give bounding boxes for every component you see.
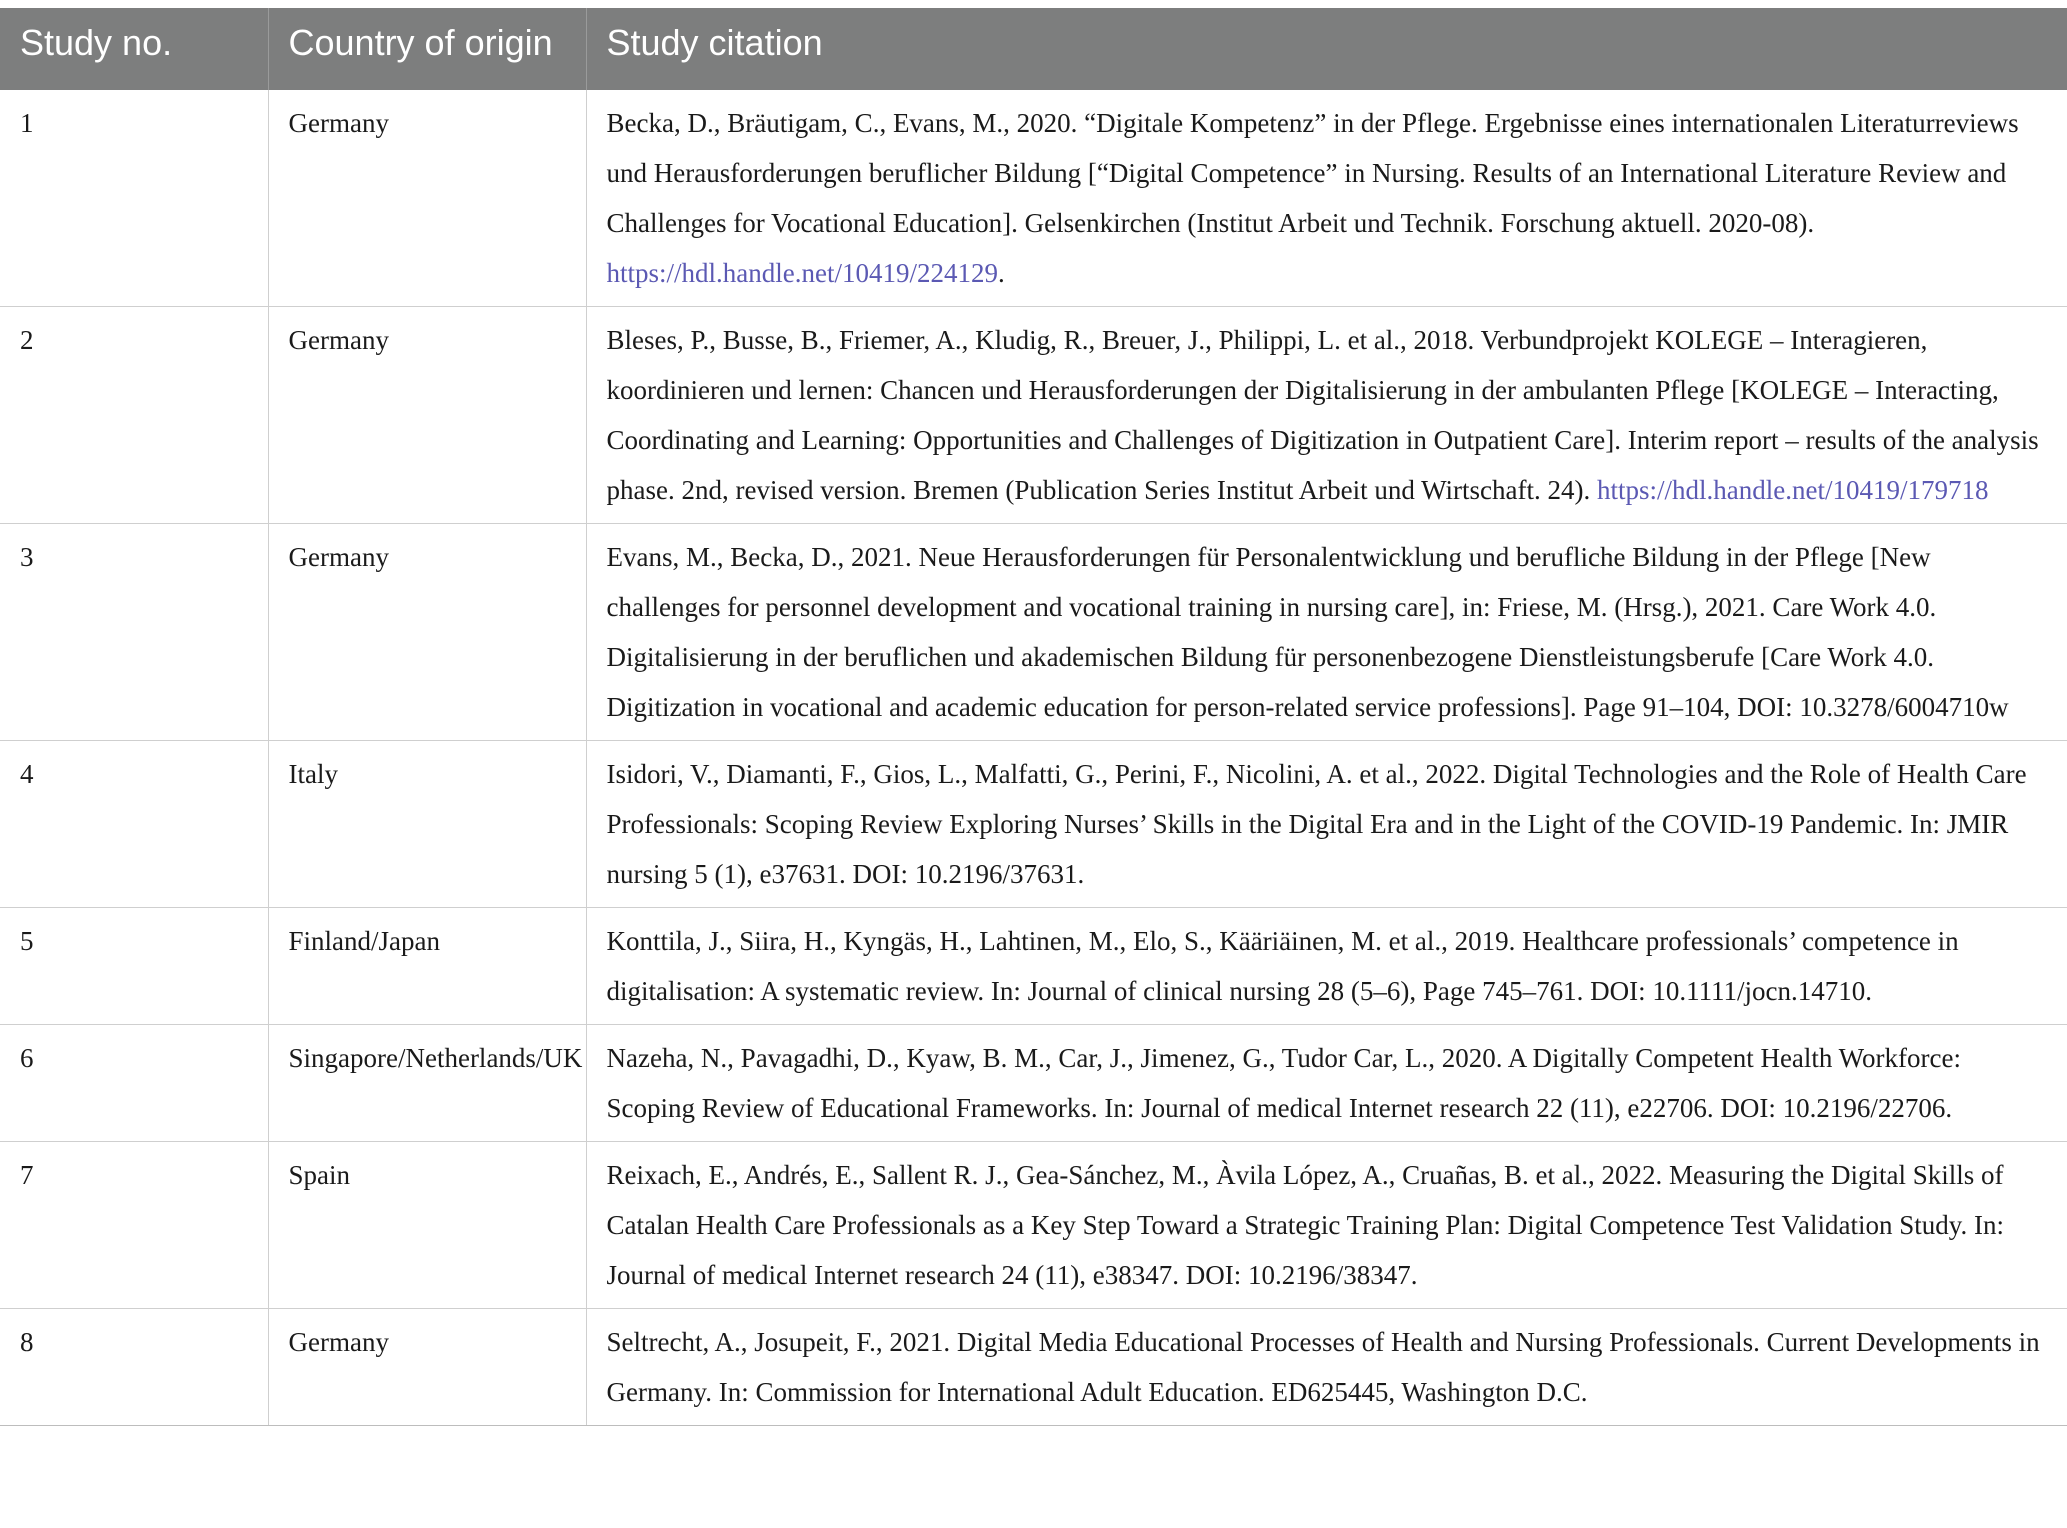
header-row <box>0 8 2067 90</box>
cell-study-no: 5 <box>0 908 268 1025</box>
cell-study-no: 1 <box>0 90 268 307</box>
citation-text: Seltrecht, A., Josupeit, F., 2021. Digital Media Educational Processes of Health and Nursing Professionals. Current Developments in Germany. In: Commission for International Adult Education. ED625445, Washington D.C. <box>606 1327 2040 1407</box>
table-row <box>0 1025 2067 1142</box>
cell-country: Germany <box>268 524 586 741</box>
table-row <box>0 1309 2067 1426</box>
table-row <box>0 307 2067 524</box>
citation-text: Becka, D., Bräutigam, C., Evans, M., 2020. “Digitale Kompetenz” in der Pflege. Ergebnisse eines internationalen Literaturreviews und Herausforderungen beruflicher Bildung [“Digital Competence” in Nursing. Results of an International Literature Review and Challenges for Vocational Education]. Gelsenkirchen (Institut Arbeit und Technik. Forschung aktuell. 2020-08). <box>606 108 2019 238</box>
citation-text: Evans, M., Becka, D., 2021. Neue Herausforderungen für Personalentwicklung und berufliche Bildung in der Pflege [New challenges for personnel development and vocational training in nursing care], in: Friese, M. (Hrsg.), 2021. Care Work 4.0. Digitalisierung in der beruflichen und akademischen Bildung für personenbezogene Dienstleistungsberufe [Care Work 4.0. Digitization in vocational and academic education for person-related service professions]. Page 91–104, DOI: 10.3278/6004710w <box>606 542 2009 722</box>
cell-study-no: 6 <box>0 1025 268 1142</box>
citation-trailing: . <box>997 258 1005 288</box>
table-row <box>0 741 2067 908</box>
table-row <box>0 1142 2067 1309</box>
cell-country: Spain <box>268 1142 586 1309</box>
cell-country: Singapore/Netherlands/UK <box>268 1025 586 1142</box>
studies-table <box>0 8 2067 1426</box>
cell-citation <box>586 741 2067 908</box>
cell-citation <box>586 1025 2067 1142</box>
cell-citation <box>586 524 2067 741</box>
table-row <box>0 524 2067 741</box>
cell-study-no: 7 <box>0 1142 268 1309</box>
citation-link[interactable]: https://hdl.handle.net/10419/224129 <box>606 258 998 288</box>
cell-study-no: 3 <box>0 524 268 741</box>
cell-citation <box>586 1142 2067 1309</box>
citation-text: Isidori, V., Diamanti, F., Gios, L., Malfatti, G., Perini, F., Nicolini, A. et al., 2022. Digital Technologies and the Role of Health Care Professionals: Scoping Review Exploring Nurses’ Skills in the Digital Era and in the Light of the COVID-19 Pandemic. In: JMIR nursing 5 (1), e37631. DOI: 10.2196/37631. <box>606 759 2027 889</box>
cell-study-no: 4 <box>0 741 268 908</box>
table-row <box>0 908 2067 1025</box>
citation-text: Nazeha, N., Pavagadhi, D., Kyaw, B. M., Car, J., Jimenez, G., Tudor Car, L., 2020. A Digitally Competent Health Workforce: Scoping Review of Educational Frameworks. In: Journal of medical Internet research 22 (11), e22706. DOI: 10.2196/22706. <box>606 1043 1961 1123</box>
citation-link[interactable]: https://hdl.handle.net/10419/179718 <box>1596 475 1989 505</box>
cell-study-no: 2 <box>0 307 268 524</box>
header-study-no: Study no. <box>0 8 268 90</box>
table-row <box>0 90 2067 307</box>
header-study-citation: Study citation <box>586 8 2067 90</box>
table-header <box>0 8 2067 90</box>
cell-country: Italy <box>268 741 586 908</box>
cell-study-no: 8 <box>0 1309 268 1426</box>
citation-text: Konttila, J., Siira, H., Kyngäs, H., Lahtinen, M., Elo, S., Kääriäinen, M. et al., 2019. Healthcare professionals’ competence in digitalisation: A systematic review. In: Journal of clinical nursing 28 (5–6), Page 745–761. DOI: 10.1111/jocn.14710. <box>606 926 1959 1006</box>
cell-country: Germany <box>268 90 586 307</box>
cell-country: Germany <box>268 307 586 524</box>
header-country-of-origin: Country of origin <box>268 8 586 90</box>
studies-table-container <box>0 8 2067 1426</box>
cell-citation <box>586 90 2067 307</box>
citation-text: Reixach, E., Andrés, E., Sallent R. J., Gea-Sánchez, M., Àvila López, A., Cruañas, B. et al., 2022. Measuring the Digital Skills of Catalan Health Care Professionals as a Key Step Toward a Strategic Training Plan: Digital Competence Test Validation Study. In: Journal of medical Internet research 24 (11), e38347. DOI: 10.2196/38347. <box>606 1160 2004 1290</box>
table-body <box>0 90 2067 1426</box>
cell-country: Germany <box>268 1309 586 1426</box>
cell-citation <box>586 307 2067 524</box>
cell-citation <box>586 908 2067 1025</box>
citation-text: Bleses, P., Busse, B., Friemer, A., Kludig, R., Breuer, J., Philippi, L. et al., 2018. Verbundprojekt KOLEGE – Interagieren, koordinieren und lernen: Chancen und Herausforderungen der Digitalisierung in der ambulanten Pflege [KOLEGE – Interacting, Coordinating and Learning: Opportunities and Challenges of Digitization in Outpatient Care]. Interim report – results of the analysis phase. 2nd, revised version. Bremen (Publication Series Institut Arbeit und Wirtschaft. 24). <box>606 325 2039 505</box>
cell-country: Finland/Japan <box>268 908 586 1025</box>
cell-citation <box>586 1309 2067 1426</box>
